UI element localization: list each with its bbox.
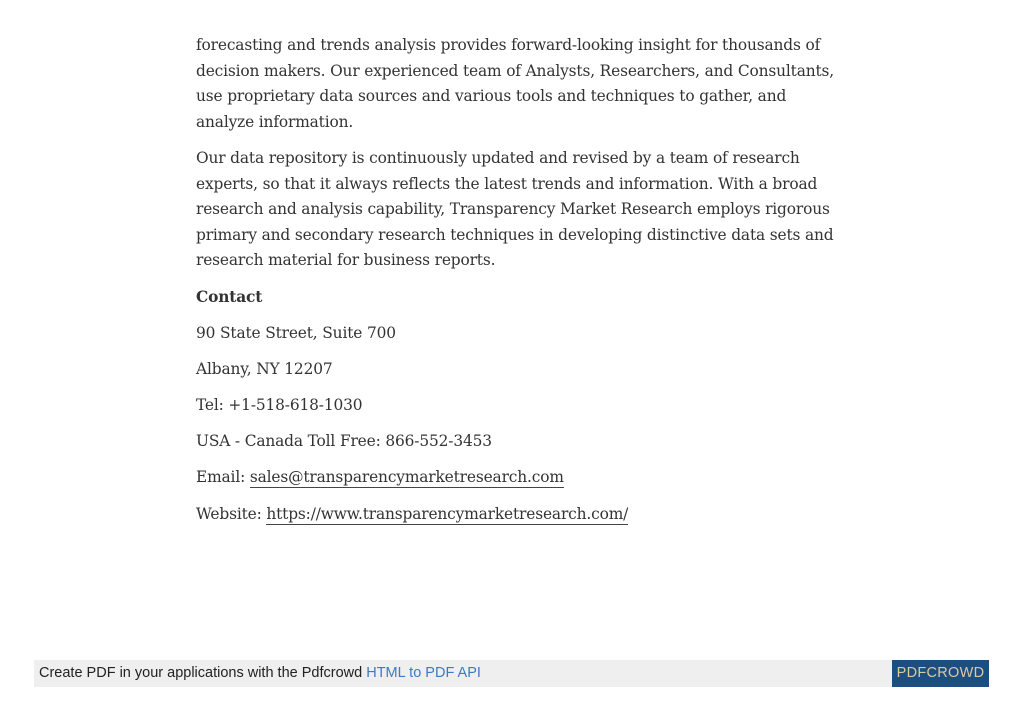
- telephone: Tel: +1-518-618-1030: [196, 396, 363, 415]
- email-link[interactable]: sales@transparencymarketresearch.com: [249, 468, 564, 487]
- footer-caption: Create PDF in your applications with the Pdfcrowd: [39, 665, 367, 681]
- paragraph-intro: forecasting and trends analysis provides forward-looking insight for thousands of decision makers. Our experienced team of Analysts, Researchers, and Consultants, use proprietary data sources and various tools and techniques to gather, and analyze information.: [196, 36, 835, 131]
- toll-free-number: USA - Canada Toll Free: 866-552-3453: [196, 432, 492, 451]
- paragraph-data-repository: Our data repository is continuously updated and revised by a team of research experts, so that it always reflects the latest trends and information. With a broad research and analysis capability, Transparency Market Research employs rigorous primary and secondary research techniques in developing distinctive data sets and research material for business reports.: [196, 148, 834, 270]
- address-line-1: 90 State Street, Suite 700: [196, 323, 396, 342]
- contact-heading: Contact: [196, 287, 263, 306]
- email-line: [196, 465, 836, 491]
- website-label: Website:: [196, 504, 267, 523]
- pdfcrowd-brand-button[interactable]: PDFCROWD: [892, 660, 989, 687]
- website-line: [196, 502, 836, 528]
- document-body: [196, 33, 836, 538]
- email-label: Email:: [196, 468, 250, 487]
- pdfcrowd-footer-bar: [34, 660, 989, 687]
- website-link[interactable]: https://www.transparencymarketresearch.com/: [266, 504, 629, 523]
- address-line-2: Albany, NY 12207: [196, 359, 333, 378]
- html-to-pdf-api-link[interactable]: HTML to PDF API: [366, 665, 481, 681]
- footer-text: [39, 665, 481, 681]
